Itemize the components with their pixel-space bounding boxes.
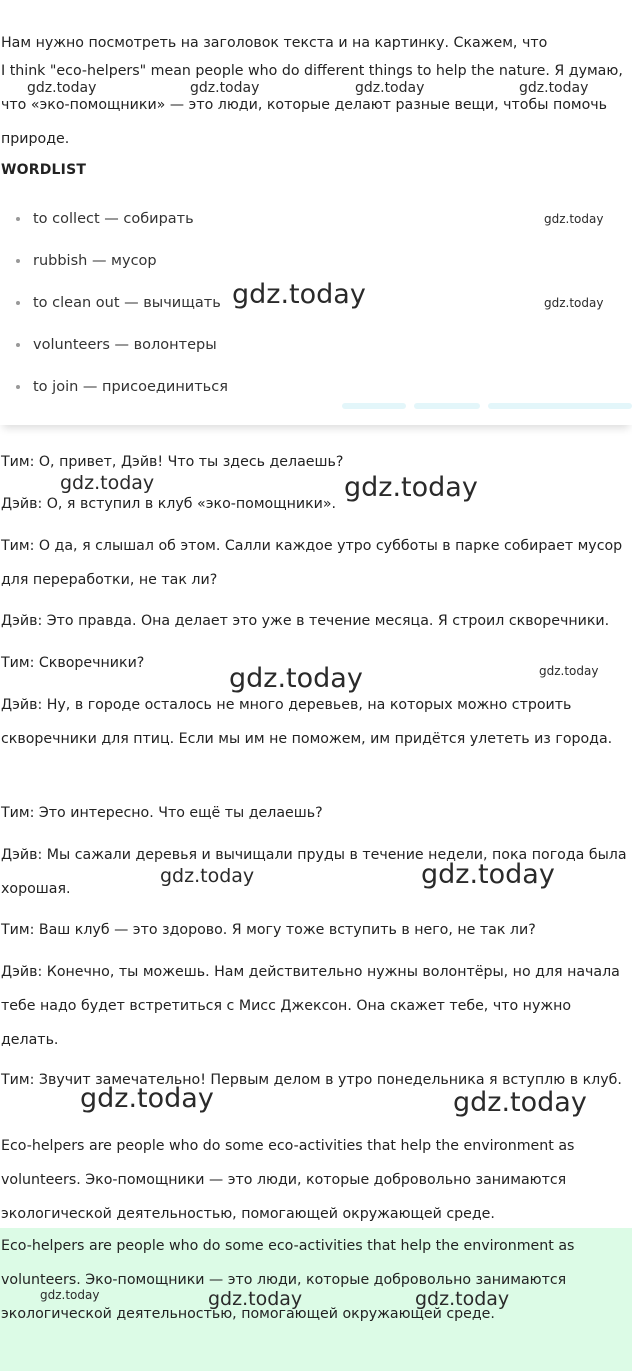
wordlist-item — [0, 330, 632, 360]
watermark: gdz.today — [160, 865, 255, 887]
dialogue-line: Тим: Скворечники? — [1, 655, 145, 671]
wordlist-item-text: rubbish — мусор — [33, 253, 157, 269]
bullet-icon — [16, 343, 20, 347]
dialogue-line: Тим: Это интересно. Что ещё ты делаешь? — [1, 805, 323, 821]
wordlist-item-text: volunteers — волонтеры — [33, 337, 217, 353]
bullet-icon — [16, 385, 20, 389]
tab-indicator — [342, 403, 406, 409]
watermark: gdz.today — [519, 80, 589, 96]
bullet-icon — [16, 301, 20, 305]
watermark: gdz.today — [544, 296, 604, 310]
wordlist-item — [0, 246, 632, 276]
watermark: gdz.today — [208, 1288, 303, 1310]
dialogue-line: Дэйв: Это правда. Она делает это уже в течение месяца. Я строил скворечники. — [1, 613, 610, 629]
watermark: gdz.today — [539, 664, 599, 678]
bullet-icon — [16, 217, 20, 221]
dialogue-line: Дэйв: О, я вступил в клуб «эко-помощники». — [1, 496, 337, 512]
wordlist-item — [0, 204, 632, 234]
tab-indicator — [488, 403, 632, 409]
watermark: gdz.today — [421, 859, 555, 890]
watermark: gdz.today — [60, 472, 155, 494]
answer-paragraph: Eco-helpers are people who do some eco-activities that help the environment as volunteers. Эко-помощники — это люди, которые добровольно занимаются экологической деятельностью, помогающей окружающей среде. — [1, 1138, 575, 1222]
wordlist-item-text: to join — присоединиться — [33, 379, 228, 395]
watermark: gdz.today — [80, 1083, 214, 1114]
wordlist-title: WORDLIST — [1, 162, 87, 178]
dialogue-line: Тим: О, привет, Дэйв! Что ты здесь делаешь? — [1, 454, 344, 470]
watermark: gdz.today — [232, 279, 366, 310]
intro-paragraph-1: Нам нужно посмотреть на заголовок текста и на картинку. Скажем, что — [1, 35, 548, 51]
dialogue-line: Дэйв: Мы сажали деревья и вычищали пруды в течение недели, пока погода была хорошая. — [1, 847, 627, 897]
watermark: gdz.today — [415, 1288, 510, 1310]
tab-indicator — [414, 403, 480, 409]
watermark: gdz.today — [544, 212, 604, 226]
wordlist-item-text: to collect — собирать — [33, 211, 194, 227]
watermark: gdz.today — [355, 80, 425, 96]
dialogue-line: Тим: Ваш клуб — это здорово. Я могу тоже вступить в него, не так ли? — [1, 922, 536, 938]
watermark: gdz.today — [344, 472, 478, 503]
watermark: gdz.today — [453, 1087, 587, 1118]
intro-paragraph-2: I think "eco-helpers" mean people who do different things to help the nature. Я думаю, что «эко-помощники» — это люди, которые делают разные вещи, чтобы помочь природе. — [1, 63, 623, 147]
wordlist-card — [0, 0, 632, 425]
dialogue-line: Тим: Звучит замечательно! Первым делом в утро понедельника я вступлю в клуб. — [1, 1072, 622, 1088]
wordlist-item — [0, 372, 632, 402]
dialogue-line: Дэйв: Конечно, ты можешь. Нам действительно нужны волонтёры, но для начала тебе надо будет встретиться с Мисс Джексон. Она скажет тебе, что нужно делать. — [1, 964, 620, 1048]
watermark: gdz.today — [190, 80, 260, 96]
wordlist-item-text: to clean out — вычищать — [33, 295, 221, 311]
watermark: gdz.today — [27, 80, 97, 96]
bullet-icon — [16, 259, 20, 263]
watermark: gdz.today — [40, 1288, 100, 1302]
dialogue-line: Дэйв: Ну, в городе осталось не много деревьев, на которых можно строить скворечники для птиц. Если мы им не поможем, им придётся улететь из города. — [1, 697, 613, 747]
dialogue-line: Тим: О да, я слышал об этом. Салли каждое утро субботы в парке собирает мусор для переработки, не так ли? — [1, 538, 623, 588]
watermark: gdz.today — [229, 663, 363, 694]
answer-highlighted-text: Eco-helpers are people who do some eco-activities that help the environment as volunteers. Эко-помощники — это люди, которые добровольно занимаются экологической деятельностью, помогающей окружающей среде. — [1, 1238, 575, 1322]
